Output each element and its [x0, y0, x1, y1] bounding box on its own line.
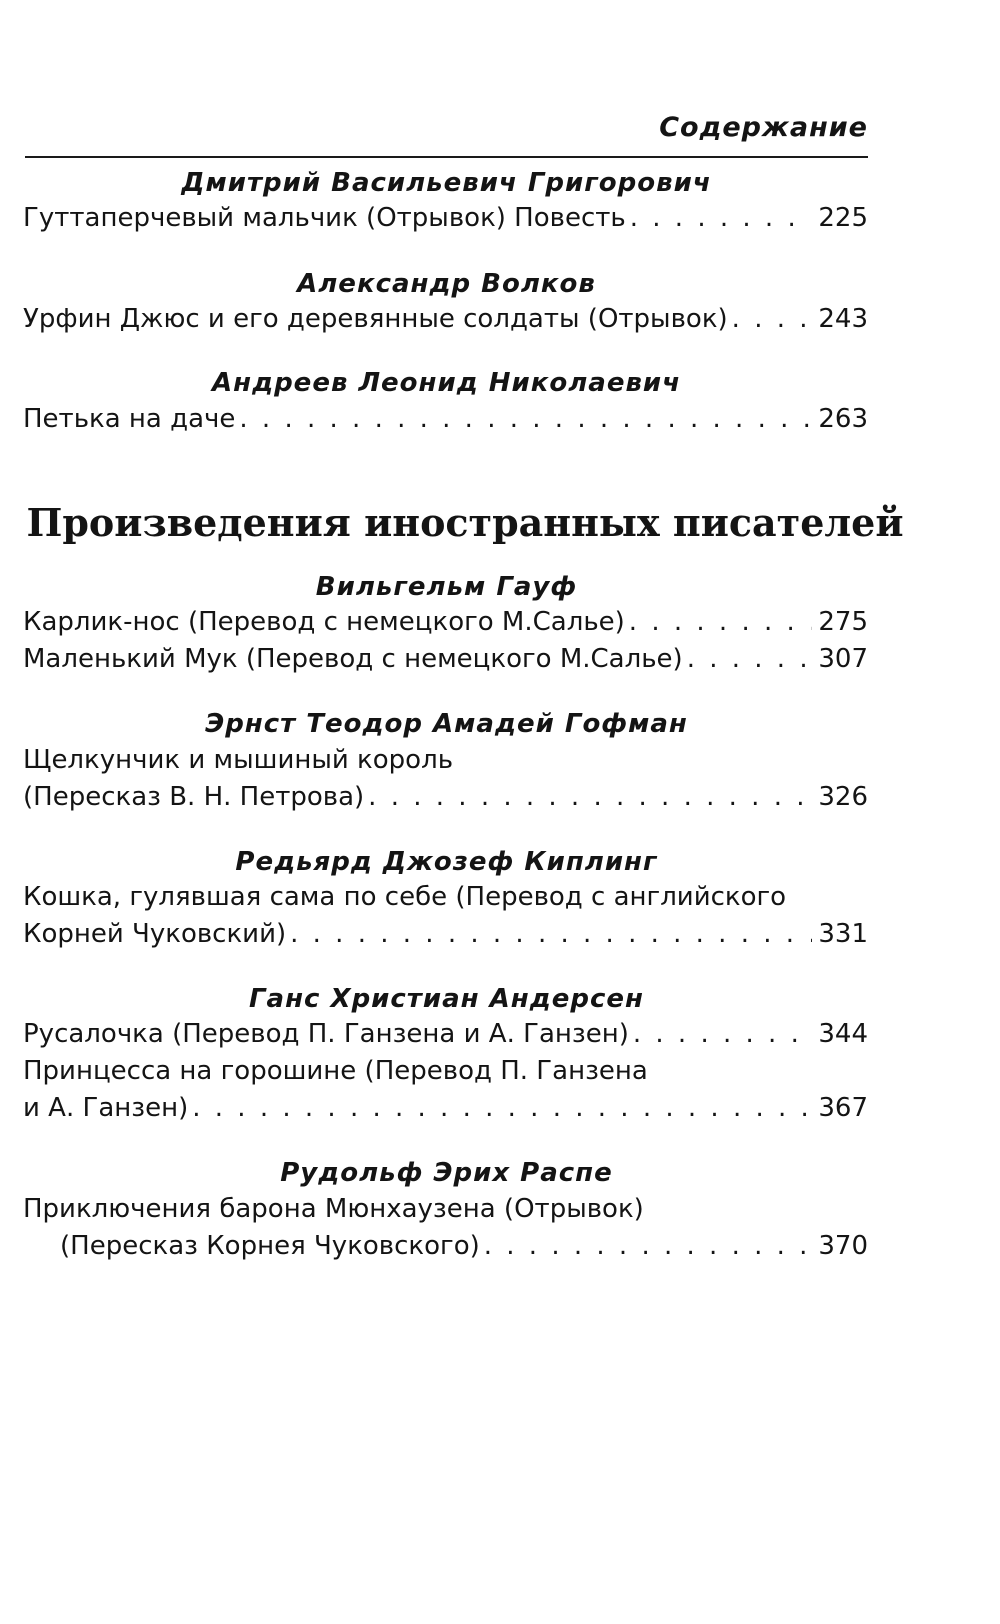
work-title: Карлик-нос (Перевод с немецкого М.Салье): [23, 607, 625, 637]
work-title: Маленький Мук (Перевод с немецкого М.Салье): [23, 644, 683, 674]
dot-leader: [192, 1093, 812, 1123]
work-title-continued: и А. Ганзен): [23, 1093, 189, 1123]
toc-entry: [23, 607, 868, 645]
page-header-title: Содержание: [659, 112, 868, 143]
toc-entry-line1: [23, 1056, 868, 1094]
author-heading: Ганс Христиан Андерсен: [248, 984, 644, 1014]
work-title-continued: (Пересказ Корнея Чуковского): [60, 1231, 480, 1261]
work-title: Щелкунчик и мышиный король: [23, 745, 454, 775]
dot-leader: [629, 607, 813, 637]
page-number: 275: [818, 607, 868, 637]
page-number: 263: [818, 404, 868, 434]
author-heading: Вильгельм Гауф: [315, 572, 578, 602]
toc-entry: [60, 1231, 868, 1269]
work-title-continued: (Пересказ В. Н. Петрова): [23, 782, 365, 812]
work-title: Урфин Джюс и его деревянные солдаты (Отрывок): [23, 304, 728, 334]
toc-entry-line1: [23, 1194, 868, 1232]
author-heading: Александр Волков: [297, 269, 596, 299]
toc-entry: [23, 644, 868, 682]
work-title: Русалочка (Перевод П. Ганзена и А. Ганзен): [23, 1019, 629, 1049]
page-number: 326: [818, 782, 868, 812]
toc-entry: [23, 1019, 868, 1057]
dot-leader: [239, 404, 812, 434]
page-number: 367: [818, 1093, 868, 1123]
work-title: Приключения барона Мюнхаузена (Отрывок): [23, 1194, 644, 1224]
dot-leader: [368, 782, 812, 812]
toc-entry: [23, 203, 868, 241]
toc-entry: [23, 1093, 868, 1131]
toc-entry-line1: [23, 882, 868, 920]
dot-leader: [290, 919, 812, 949]
dot-leader: [630, 203, 813, 233]
section-title: Произведения иностранных писателей: [26, 500, 904, 545]
toc-entry: [23, 404, 868, 442]
toc-entry: [23, 919, 868, 957]
work-title: Кошка, гулявшая сама по себе (Перевод с английского: [23, 882, 787, 912]
dot-leader: [484, 1231, 813, 1261]
header-divider: [25, 156, 868, 158]
author-heading: Рудольф Эрих Распе: [280, 1158, 613, 1188]
work-title: Гуттаперчевый мальчик (Отрывок) Повесть: [23, 203, 626, 233]
page-number: 344: [818, 1019, 868, 1049]
author-heading: Дмитрий Васильевич Григорович: [181, 168, 712, 198]
dot-leader: [732, 304, 813, 334]
toc-entry: [23, 782, 868, 820]
work-title-continued: Корней Чуковский): [23, 919, 287, 949]
toc-entry-line1: [23, 745, 868, 783]
page-number: 307: [818, 644, 868, 674]
dot-leader: [687, 644, 813, 674]
page-number: 331: [818, 919, 868, 949]
work-title: Принцесса на горошине (Перевод П. Ганзена: [23, 1056, 648, 1086]
author-heading: Эрнст Теодор Амадей Гофман: [205, 709, 688, 739]
author-heading: Андреев Леонид Николаевич: [211, 368, 682, 398]
toc-entry: [23, 304, 868, 342]
page-number: 243: [818, 304, 868, 334]
work-title: Петька на даче: [23, 404, 236, 434]
author-heading: Редьярд Джозеф Киплинг: [235, 847, 658, 877]
page-number: 370: [818, 1231, 868, 1261]
page-number: 225: [818, 203, 868, 233]
dot-leader: [633, 1019, 813, 1049]
